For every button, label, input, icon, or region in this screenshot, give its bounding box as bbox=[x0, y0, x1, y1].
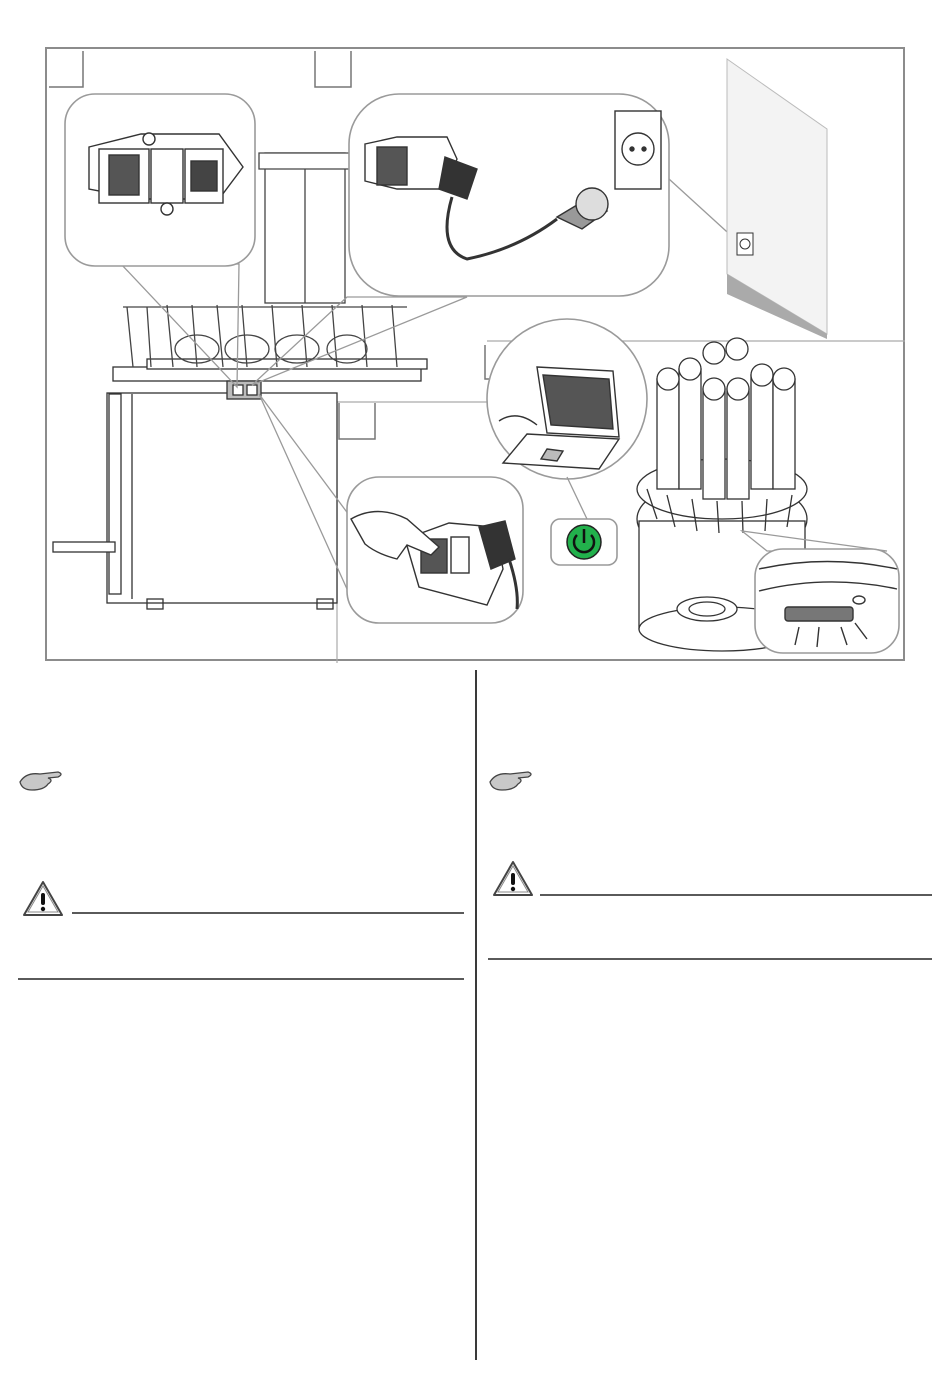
installation-illustration bbox=[47, 49, 907, 663]
callout-status-light bbox=[742, 531, 899, 653]
figure-frame bbox=[45, 47, 905, 661]
hand-note-icon bbox=[18, 768, 64, 794]
warning-rule-top bbox=[540, 894, 932, 896]
hand-note-icon bbox=[488, 768, 534, 794]
warning-rule-bottom bbox=[18, 978, 464, 980]
warning-rule-top bbox=[72, 912, 464, 914]
power-on-button-icon bbox=[551, 519, 617, 565]
wall-drawing bbox=[727, 59, 827, 339]
warning-rule-bottom bbox=[488, 958, 932, 960]
warning-triangle-icon bbox=[492, 860, 534, 898]
column-divider bbox=[475, 670, 477, 1360]
warning-triangle-icon bbox=[22, 880, 64, 918]
